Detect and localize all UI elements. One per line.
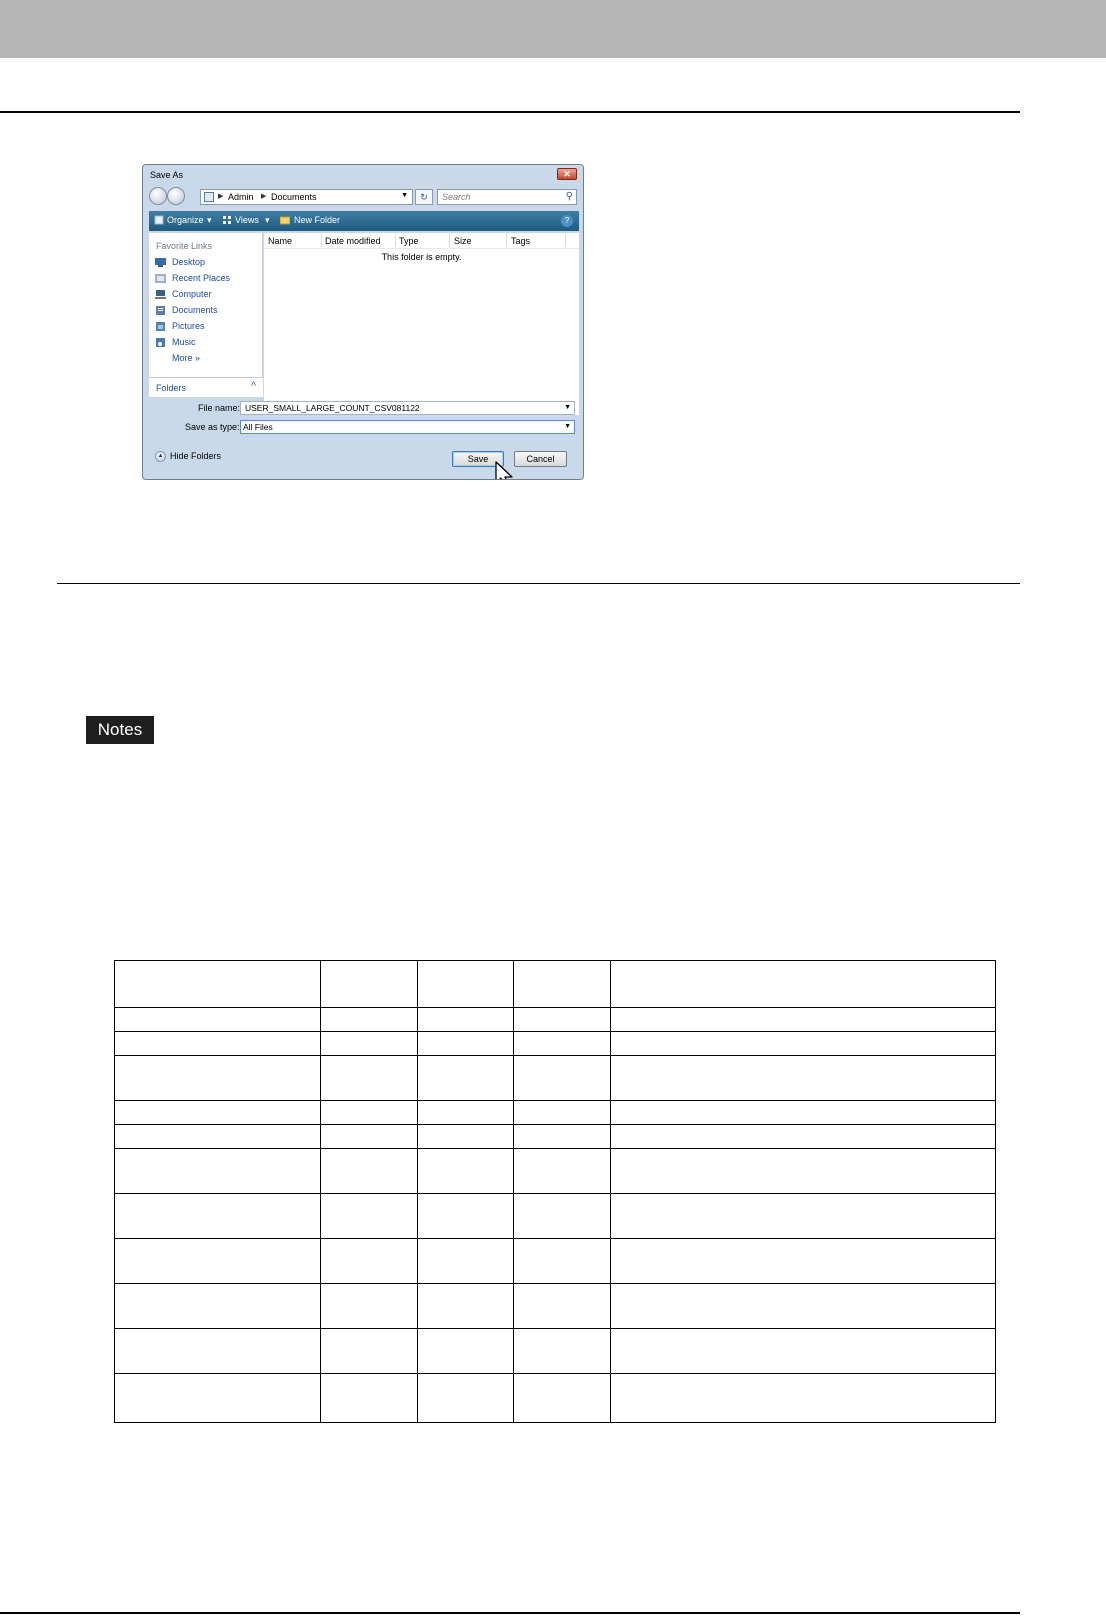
file-name-field[interactable]: [240, 401, 575, 415]
column-header-name[interactable]: Name: [268, 236, 293, 246]
breadcrumb-arrow-icon: ▶: [218, 193, 224, 200]
empty-folder-message: This folder is empty.: [381, 252, 462, 262]
help-icon[interactable]: ?: [561, 215, 573, 227]
table-row-divider: [115, 1124, 995, 1125]
search-icon[interactable]: ⚲: [565, 191, 573, 202]
section-rule-middle: [57, 583, 1020, 584]
table-row-divider: [115, 1007, 995, 1008]
refresh-icon[interactable]: ↻: [415, 189, 433, 205]
search-input[interactable]: [437, 189, 577, 205]
column-header-tags[interactable]: Tags: [511, 236, 531, 246]
nav-item-label: Recent Places: [172, 273, 231, 283]
column-divider[interactable]: [395, 234, 396, 247]
nav-item-label: Documents: [172, 305, 218, 315]
column-divider[interactable]: [565, 234, 566, 247]
nav-item-label: Desktop: [172, 257, 206, 267]
table-row-divider: [115, 1148, 995, 1149]
navigation-row: [143, 184, 583, 206]
file-name-label: File name:: [198, 403, 241, 413]
hide-folders-label: Hide Folders: [170, 451, 222, 461]
nav-item-label: Computer: [172, 289, 212, 299]
table-row-divider: [115, 1283, 995, 1284]
notes-badge: Notes: [86, 716, 154, 744]
table-row-divider: [115, 1031, 995, 1032]
table-row-divider: [115, 1055, 995, 1056]
forward-button[interactable]: [167, 187, 185, 205]
column-header-type[interactable]: Type: [399, 236, 419, 246]
data-table: [114, 960, 996, 1423]
navigation-pane: [149, 233, 263, 395]
column-divider[interactable]: [321, 234, 322, 247]
save-as-type-label: Save as type:: [185, 422, 240, 432]
chevron-down-icon[interactable]: ▼: [564, 404, 571, 411]
table-row-divider: [115, 1193, 995, 1194]
organize-button[interactable]: Organize: [167, 215, 204, 225]
column-header-size[interactable]: Size: [454, 236, 472, 246]
documents-icon: [155, 306, 166, 315]
mouse-cursor-icon: [494, 461, 516, 480]
breadcrumb-admin[interactable]: Admin: [228, 192, 254, 202]
pictures-icon: [155, 322, 166, 331]
dialog-title: Save As: [150, 170, 184, 180]
column-divider[interactable]: [506, 234, 507, 247]
header-band: [0, 0, 1106, 58]
cancel-button[interactable]: Cancel: [514, 451, 567, 467]
folders-toggle[interactable]: [149, 377, 263, 397]
back-button[interactable]: [149, 187, 167, 205]
new-folder-icon: [280, 215, 290, 225]
computer-icon: [155, 290, 166, 299]
search-placeholder: Search: [442, 192, 471, 202]
save-as-dialog: [142, 164, 584, 480]
folder-icon: [204, 192, 214, 202]
folders-label: Folders: [156, 383, 187, 393]
music-icon: [155, 338, 166, 347]
breadcrumb-arrow-icon: ▶: [261, 193, 267, 200]
address-bar[interactable]: [200, 189, 413, 205]
command-toolbar: [149, 211, 579, 231]
table-row-divider: [115, 1328, 995, 1329]
save-as-type-value: All Files: [243, 422, 273, 432]
close-icon[interactable]: ✕: [557, 168, 577, 180]
desktop-icon: [155, 258, 166, 267]
file-name-value: USER_SMALL_LARGE_COUNT_CSV081122: [245, 403, 420, 413]
organize-icon: [154, 215, 164, 225]
nav-item-label: Pictures: [172, 321, 205, 331]
views-button[interactable]: Views: [235, 215, 259, 225]
column-header-date-modified[interactable]: Date modified: [325, 236, 381, 246]
table-row-divider: [115, 1238, 995, 1239]
dialog-title-bar: [143, 165, 583, 183]
save-button[interactable]: Save: [452, 451, 504, 467]
table-row-divider: [115, 1100, 995, 1101]
section-rule-bottom: [0, 1612, 1020, 1614]
new-folder-button[interactable]: New Folder: [294, 215, 341, 225]
chevron-up-icon: ▲: [155, 451, 166, 462]
chevron-down-icon[interactable]: ▼: [401, 192, 408, 199]
section-rule-top: [0, 111, 1020, 113]
chevron-up-icon: ^: [251, 381, 256, 392]
nav-item-label: More »: [172, 353, 201, 363]
favorite-links-header: Favorite Links: [156, 241, 213, 251]
file-list-pane: [264, 233, 579, 415]
table-row-divider: [115, 1373, 995, 1374]
header-rule: [264, 248, 579, 249]
chevron-down-icon[interactable]: ▾: [207, 215, 212, 225]
save-as-type-select[interactable]: [240, 420, 575, 434]
chevron-down-icon[interactable]: ▼: [564, 423, 571, 430]
breadcrumb-documents[interactable]: Documents: [271, 192, 317, 202]
recent-places-icon: [155, 274, 166, 283]
nav-item-label: Music: [172, 337, 196, 347]
chevron-down-icon[interactable]: ▾: [265, 215, 270, 225]
column-divider[interactable]: [449, 234, 450, 247]
views-icon: [222, 215, 232, 225]
